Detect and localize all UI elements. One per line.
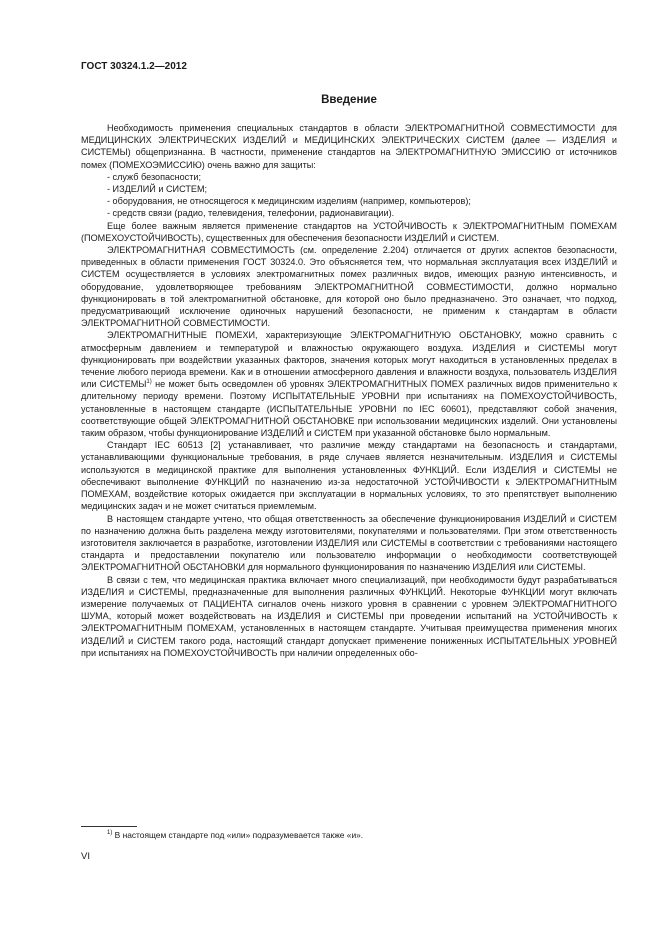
footnote-text: В настоящем стандарте под «или» подразумевается также «и». [112, 830, 364, 840]
footnote-divider [81, 826, 137, 827]
footnote-reference: 1) [146, 379, 152, 386]
paragraph-part: не может быть осведомлен об уровнях ЭЛЕКТРОМАГНИТНЫХ ПОМЕХ различных видов применительно к длительному периоду времени. Поэтому ИСПЫТАТЕЛЬНЫЕ УРОВНИ при испытаниях на ПОМЕХОУСТОЙЧИВОСТЬ, установленные в настоящем стандарте (ИСПЫТАТЕЛЬНЫЕ УРОВНИ по IEC 60601), представляют собой значения, соответствующие общей ЭЛЕКТРОМАГНИТНОЙ ОБСТАНОВКЕ при использовании медицинских изделий. Они установлены таким образом, чтобы функционирование ИЗДЕЛИЙ и СИСТЕМ при указанной обстановке было нормальным. [81, 379, 617, 439]
paragraph-part: ЭЛЕКТРОМАГНИТНЫЕ ПОМЕХИ, характеризующие ЭЛЕКТРОМАГНИТНУЮ ОБСТАНОВКУ, можно сравнить с атмосферным давлением и температурой и влажностью окружающего воздуха. ИЗДЕЛИЯ и СИСТЕМЫ могут функционировать при воздействии указанных факторов, значения которых могут находиться в установленных пределах в течение любого периода времени. Как и в отношении атмосферного давления и влажности воздуха, пользователь ИЗДЕЛИЯ или СИСТЕМЫ [81, 330, 617, 390]
list-item: - оборудования, не относящегося к медицинским изделиям (например, компьютеров); [107, 196, 471, 207]
page-number: VI [81, 851, 90, 862]
footnote-marker: 1) [107, 830, 113, 837]
list-item: - ИЗДЕЛИЙ и СИСТЕМ; [107, 184, 208, 195]
footnote [107, 830, 363, 840]
paragraph: В настоящем стандарте учтено, что общая ответственность за обеспечение функционирования ИЗДЕЛИЙ и СИСТЕМ по назначению должна быть разделена между изготовителями, покупателями и пользователями. При этом ответственность изготовителя заключается в разработке, изготовлении ИЗДЕЛИЯ или СИСТЕМЫ в соответствии с требованиями настоящего стандарта и предоставлении покупателю или пользователю информации о необходимости соответствующей ЭЛЕКТРОМАГНИТНОЙ ОБСТАНОВКИ для нормального функционирования по назначению ИЗДЕЛИЯ или СИСТЕМЫ. [81, 513, 617, 573]
list-item: - средств связи (радио, телевидения, телефонии, радионавигации). [107, 208, 395, 219]
body-text [81, 122, 617, 659]
document-code: ГОСТ 30324.1.2—2012 [81, 61, 187, 72]
paragraph: Стандарт IEC 60513 [2] устанавливает, что различие между стандартами на безопасность и стандартами, устанавливающими функциональные требования, в ряде случаев является незначительным. ИЗДЕЛИЯ и СИСТЕМЫ используются в медицинской практике для выполнения установленных ФУНКЦИЙ. Если ИЗДЕЛИЯ и СИСТЕМЫ не обеспечивают выполнение ФУНКЦИЙ по назначению из-за недостаточной УСТОЙЧИВОСТИ к ЭЛЕКТРОМАГНИТНЫМ ПОМЕХАМ, воздействие которых ожидается при эксплуатации в нормальных условиях, то это препятствует выполнению медицинских задач и не может считаться приемлемым. [81, 440, 617, 512]
paragraph: В связи с тем, что медицинская практика включает много специализаций, при необходимости будут разрабатываться ИЗДЕЛИЯ и СИСТЕМЫ, предназначенные для выполнения различных ФУНКЦИЙ. Некоторые ФУНКЦИИ могут включать измерение получаемых от ПАЦИЕНТА сигналов очень низкого уровня в сравнении с уровнем ЭЛЕКТРОМАГНИТНОГО ШУМА, который может воздействовать на ИЗДЕЛИЯ и СИСТЕМЫ при проведении испытаний на УСТОЙЧИВОСТЬ к ЭЛЕКТРОМАГНИТНЫМ ПОМЕХАМ, установленных в настоящем стандарте. Учитывая преимущества применения многих ИЗДЕЛИЙ и СИСТЕМ такого рода, настоящий стандарт допускает применение пониженных ИСПЫТАТЕЛЬНЫХ УРОВНЕЙ при испытаниях на ПОМЕХОУСТОЙЧИВОСТЬ при наличии определенных обо- [81, 574, 617, 658]
paragraph [81, 329, 617, 439]
list-item: - служб безопасности; [107, 171, 201, 182]
paragraph: Необходимость применения специальных стандартов в области ЭЛЕКТРОМАГНИТНОЙ СОВМЕСТИМОСТИ для МЕДИЦИНСКИХ ЭЛЕКТРИЧЕСКИХ ИЗДЕЛИЙ и МЕДИЦИНСКИХ ЭЛЕКТРИЧЕСКИХ СИСТЕМ (далее — ИЗДЕЛИЯ и СИСТЕМЫ) общепризнанна. В частности, применение стандартов на ЭЛЕКТРОМАГНИТНУЮ ЭМИССИЮ от источников помех (ПОМЕХОЭМИССИЮ) очень важно для защиты: [81, 123, 617, 170]
paragraph: ЭЛЕКТРОМАГНИТНАЯ СОВМЕСТИМОСТЬ (см. определение 2.204) отличается от других аспектов безопасности, приведенных в области применения ГОСТ 30324.0. Это объясняется тем, что нормальная эксплуатация всех ИЗДЕЛИЙ и СИСТЕМ осуществляется в условиях электромагнитных помех различных видов, имеющих разную интенсивность, и оборудование, удовлетворяющее требованиям ЭЛЕКТРОМАГНИТНОЙ СОВМЕСТИМОСТИ, должно нормально функционировать в той электромагнитной обстановке, для которой оно было предназначено. Это означает, что подход, предусматривающий исключение одиночных нарушений безопасности, не применим к стандартам в области ЭЛЕКТРОМАГНИТНОЙ СОВМЕСТИМОСТИ. [81, 245, 617, 329]
paragraph: Еще более важным является применение стандартов на УСТОЙЧИВОСТЬ к ЭЛЕКТРОМАГНИТНЫМ ПОМЕХАМ (ПОМЕХОУСТОЙЧИВОСТЬ), существенных для обеспечения безопасности ИЗДЕЛИЙ и СИСТЕМ. [81, 220, 617, 243]
section-title: Введение [321, 94, 377, 106]
